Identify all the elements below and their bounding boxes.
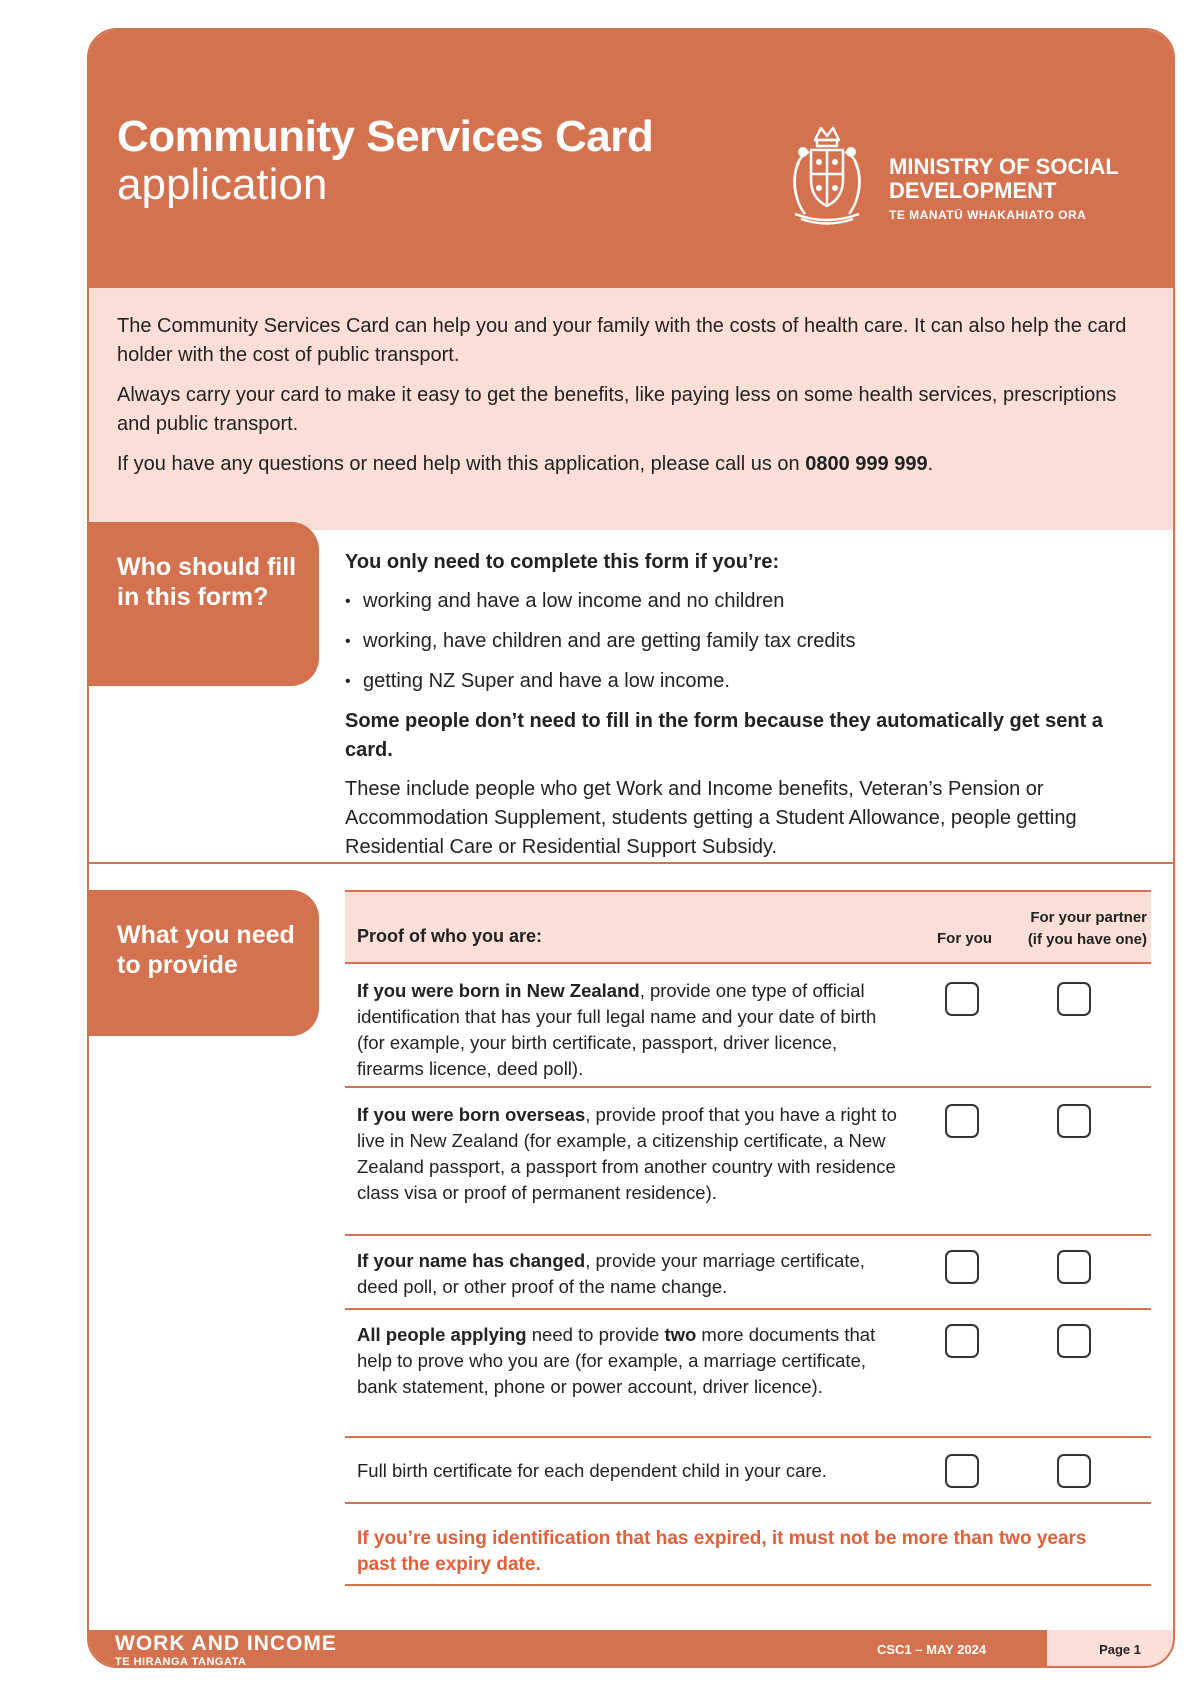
page-number: Page 1 (1047, 1630, 1173, 1668)
row-bold-text: All people applying (357, 1324, 527, 1345)
column-for-partner-line2: (if you have one) (1027, 931, 1147, 948)
child-birth-certificate-for-partner-checkbox[interactable] (1057, 1454, 1091, 1488)
intro-paragraph-1: The Community Services Card can help you and your family with the costs of health care. It can also help the card holder with the cost of public transport. (117, 315, 1127, 366)
eligibility-heading: You only need to complete this form if you’re: (345, 551, 780, 573)
list-item: • working and have a low income and no children (345, 587, 1155, 616)
automatic-card-note: Some people don’t need to fill in the form because they automatically get sent a card. (345, 710, 1103, 761)
table-row (345, 1438, 1151, 1504)
page-subtitle: application (117, 160, 328, 209)
column-for-you: For you (937, 930, 992, 947)
nz-coat-of-arms-icon (781, 118, 873, 228)
column-for-partner (1011, 907, 1147, 951)
name-changed-for-partner-checkbox[interactable] (1057, 1250, 1091, 1284)
row-text (357, 978, 897, 1082)
table-row (345, 964, 1151, 1088)
born-overseas-for-you-checkbox[interactable] (945, 1104, 979, 1138)
row-detail-text: more documents that help to prove who you are (for example, a marriage certificate, bank statement, phone or power account, driver licence). (357, 1324, 876, 1397)
child-birth-certificate-for-you-checkbox[interactable] (945, 1454, 979, 1488)
section-divider (89, 862, 1173, 864)
msd-maori-name: TE MANATŪ WHAKAHIATO ORA (889, 208, 1087, 222)
table-row (345, 1088, 1151, 1236)
row-text (357, 1322, 897, 1400)
intro-paragraph-3 (117, 450, 1133, 479)
born-overseas-for-partner-checkbox[interactable] (1057, 1104, 1091, 1138)
column-for-partner-line1: For your partner (1030, 909, 1147, 926)
who-should-fill-tab: Who should fill in this form? (89, 522, 319, 686)
eligibility-list (345, 587, 1155, 696)
row-bold-text: If your name has changed (357, 1250, 586, 1271)
warning-text: If you’re using identification that has expired, it must not be more than two years past the expiry date. (357, 1528, 1087, 1575)
expired-id-warning (345, 1504, 1151, 1586)
two-documents-for-partner-checkbox[interactable] (1057, 1324, 1091, 1358)
page-title: Community Services Card (117, 112, 654, 161)
row-bold-text: If you were born overseas (357, 1104, 586, 1125)
table-heading: Proof of who you are: (357, 926, 543, 946)
list-item: • working, have children and are getting family tax credits (345, 627, 1155, 656)
name-changed-for-you-checkbox[interactable] (945, 1250, 979, 1284)
born-nz-for-partner-checkbox[interactable] (1057, 982, 1091, 1016)
msd-name-line2: DEVELOPMENT (889, 178, 1057, 203)
form-code: CSC1 – MAY 2024 (877, 1642, 987, 1657)
footer-bar (89, 1630, 1173, 1668)
row-detail-text: , provide one type of official identification that has your full legal name and your date of birth (for example, your birth certificate, passport, driver licence, firearms licence, deed poll). (357, 980, 877, 1079)
intro-help-suffix: . (927, 453, 934, 475)
header-banner (89, 30, 1173, 288)
row-text: Full birth certificate for each dependent child in your care. (357, 1460, 827, 1481)
automatic-card-details: These include people who get Work and Income benefits, Veteran’s Pension or Accommodation Supplement, students getting a Student Allowance, people getting Residential Care or Residential Support Subsidy. (345, 778, 1077, 858)
work-and-income-maori-name: TE HIRANGA TANGATA (115, 1656, 247, 1668)
work-and-income-brand: WORK AND INCOME (115, 1632, 337, 1655)
table-row (345, 1236, 1151, 1310)
proof-of-identity-table (345, 890, 1151, 1586)
intro-paragraph-2: Always carry your card to make it easy to get the benefits, like paying less on some health services, prescriptions and public transport. (117, 384, 1117, 435)
row-detail-text: , provide your marriage certificate, deed poll, or other proof of the name change. (357, 1250, 865, 1297)
two-documents-for-you-checkbox[interactable] (945, 1324, 979, 1358)
msd-name-line1: MINISTRY OF SOCIAL (889, 154, 1119, 179)
msd-logo (781, 118, 1161, 228)
row-emphasis-text: two (664, 1324, 697, 1345)
table-header (345, 890, 1151, 964)
what-to-provide-tab: What you need to provide (89, 890, 319, 1036)
row-bold-text: If you were born in New Zealand (357, 980, 640, 1001)
eligibility-section (345, 548, 1155, 872)
intro-help-text: If you have any questions or need help with this application, please call us on (117, 453, 806, 475)
form-page (87, 28, 1175, 1668)
list-item: • getting NZ Super and have a low income. (345, 667, 1155, 696)
table-row (345, 1310, 1151, 1438)
row-text (357, 1102, 897, 1206)
help-phone-number: 0800 999 999 (805, 453, 928, 475)
row-detail-text: need to provide (526, 1324, 665, 1345)
born-nz-for-you-checkbox[interactable] (945, 982, 979, 1016)
intro-section (89, 288, 1173, 530)
row-detail-text: , provide proof that you have a right to live in New Zealand (for example, a citizenship certificate, a New Zealand passport, a passport from another country with residence class visa or proof of permanent residence). (357, 1104, 897, 1203)
row-text (357, 1248, 897, 1300)
